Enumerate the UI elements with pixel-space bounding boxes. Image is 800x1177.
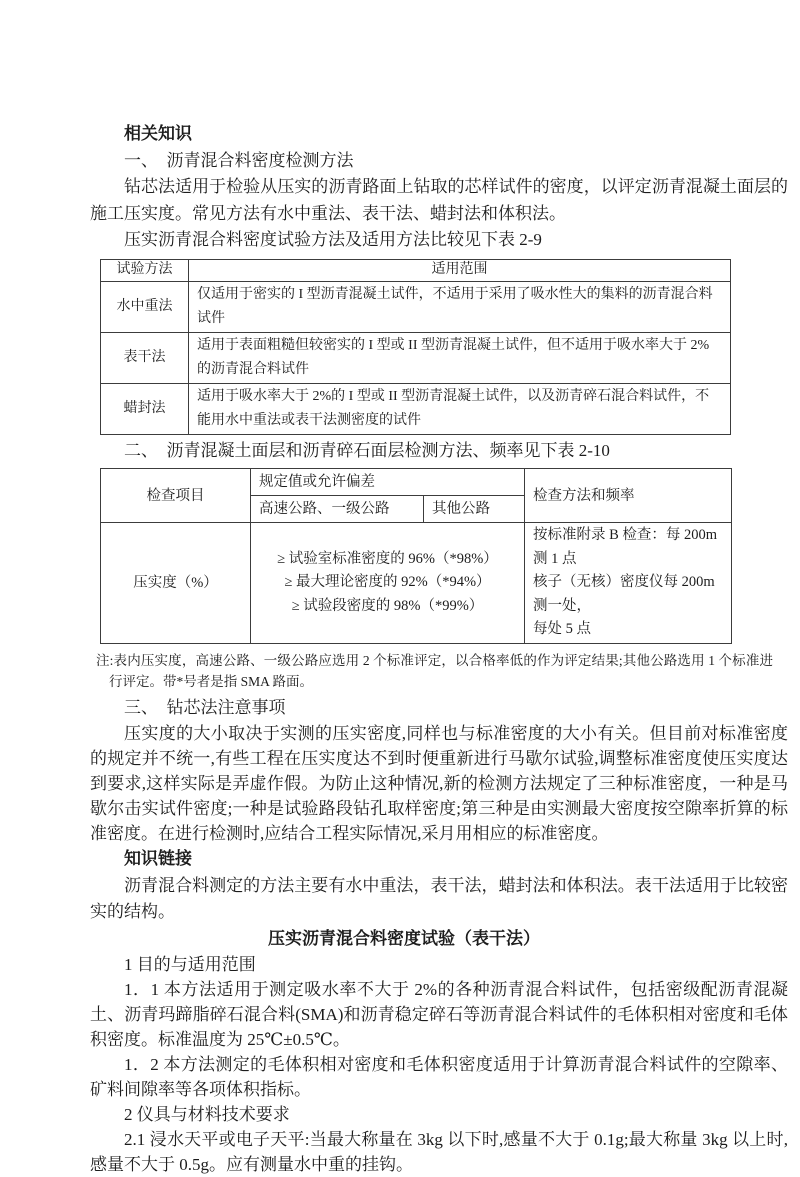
table-cell-spec-values [251, 523, 525, 644]
table-2-9-header-row [101, 259, 731, 281]
item-1-title: 一、 沥青混合料密度检测方法 [124, 150, 354, 170]
table-cell-method: 蜡封法 [101, 383, 189, 434]
method-line: 每处 5 点 [533, 621, 591, 637]
test-title: 压实沥青混合料密度试验（表干法） [268, 928, 540, 948]
table-cell-item: 压实度（%） [101, 523, 251, 644]
heading-purpose-scope: 1 目的与适用范围 [124, 955, 256, 974]
spec-line: ≥ 试验段密度的 98%（*99%） [291, 597, 484, 614]
table-cell-method-frequency [525, 523, 732, 644]
item-3-title: 三、 钻芯法注意事项 [124, 697, 286, 717]
item-2-title: 二、 沥青混凝土面层和沥青碎石面层检测方法、频率见下表 2-10 [124, 440, 610, 460]
table-cell-scope: 仅适用于密实的 I 型沥青混凝土试件，不适用于采用了吸水性大的集料的沥青混合料试件 [189, 281, 731, 332]
table-cell-scope: 适用于吸水率大于 2%的 I 型或 II 型沥青混凝土试件，以及沥青碎石混合料试件，不能用水中重法或表干法测密度的试件 [189, 383, 731, 434]
spec-line: ≥ 试验室标准密度的 96%（*98%） [277, 550, 498, 567]
table-2-9-header-scope: 适用范围 [189, 259, 731, 281]
table-2-9-intro: 压实沥青混合料密度试验方法及适用方法比较见下表 2-9 [124, 230, 542, 249]
table-row [101, 332, 731, 383]
table-cell-method: 水中重法 [101, 281, 189, 332]
paragraph-2-1: 2.1 浸水天平或电子天平:当最大称量在 3kg 以下时,感量不大于 0.1g;最大称量 3kg 以上时,感量不大于 0.5g。应有测量水中重的挂钩。 [90, 1130, 788, 1174]
paragraph-1-1: 1．1 本方法适用于测定吸水率不大于 2%的各种沥青混合料试件，包括密级配沥青混凝土、沥青玛蹄脂碎石混合料(SMA)和沥青稳定碎石等沥青混合料试件的毛体积相对密度和毛体积密度。标准温度为 25℃±0.5℃。 [90, 980, 788, 1049]
table-note: 注:表内压实度，高速公路、一级公路应选用 2 个标准评定，以合格率低的作为评定结果;其他公路选用 1 个标准进行评定。带*号者是指 SMA 路面。 [96, 652, 773, 689]
table-cell-method: 表干法 [101, 332, 189, 383]
table-2-9-header-method: 试验方法 [101, 259, 189, 281]
section-heading-related-knowledge: 相关知识 [124, 124, 192, 143]
heading-apparatus-requirements: 2 仪具与材料技术要求 [124, 1105, 290, 1124]
table-2-10-header-item: 检查项目 [101, 469, 251, 523]
table-2-10-header-spec: 规定值或允许偏差 [251, 469, 525, 496]
paragraph-compaction: 压实度的大小取决于实测的压实密度,同样也与标准密度的大小有关。但目前对标准密度的规定并不统一,有些工程在压实度达不到时便重新进行马歇尔试验,调整标准密度使压实度达到要求,这样实际是弄虚作假。为防止这种情况,新的检测方法规定了三种标准密度，一种是马歇尔击实试件密度;一种是试验路段钻孔取样密度;第三种是由实测最大密度按空隙率折算的标准密度。在进行检测时,应结合工程实际情况,采月用相应的标准密度。 [90, 724, 788, 843]
paragraph-core-drilling: 钻芯法适用于检验从压实的沥青路面上钻取的芯样试件的密度，以评定沥青混凝土面层的施工压实度。常见方法有水中重法、表干法、蜡封法和体积法。 [90, 177, 788, 223]
table-2-10 [100, 468, 732, 644]
spec-line: ≥ 最大理论密度的 92%（*94%） [284, 574, 491, 590]
paragraph-knowledge-link: 沥青混合料测定的方法主要有水中重法，表干法，蜡封法和体积法。表干法适用于比较密实的结构。 [90, 875, 788, 921]
paragraph-1-2: 1．2 本方法测定的毛体积相对密度和毛体积密度适用于计算沥青混合料试件的空隙率、矿料间隙率等各项体积指标。 [90, 1055, 788, 1099]
table-2-10-header-method: 检查方法和频率 [525, 469, 732, 523]
table-row [101, 281, 731, 332]
method-line: 按标准附录 B 检查：每 200m 测 1 点 [533, 527, 718, 567]
method-line: 核子（无核）密度仪每 200m 测一处， [533, 574, 715, 614]
table-2-10-header-roads-other: 其他公路 [424, 496, 525, 523]
table-row [101, 523, 732, 644]
table-cell-scope: 适用于表面粗糙但较密实的 I 型或 II 型沥青混凝土试件，但不适用于吸水率大于 2%的沥青混合料试件 [189, 332, 731, 383]
table-2-9 [100, 259, 731, 435]
table-row [101, 383, 731, 434]
table-2-10-header-row-1 [101, 469, 732, 496]
table-2-10-header-roads-main: 高速公路、一级公路 [251, 496, 424, 523]
page-content [90, 121, 788, 1177]
knowledge-link-heading: 知识链接 [124, 849, 192, 868]
